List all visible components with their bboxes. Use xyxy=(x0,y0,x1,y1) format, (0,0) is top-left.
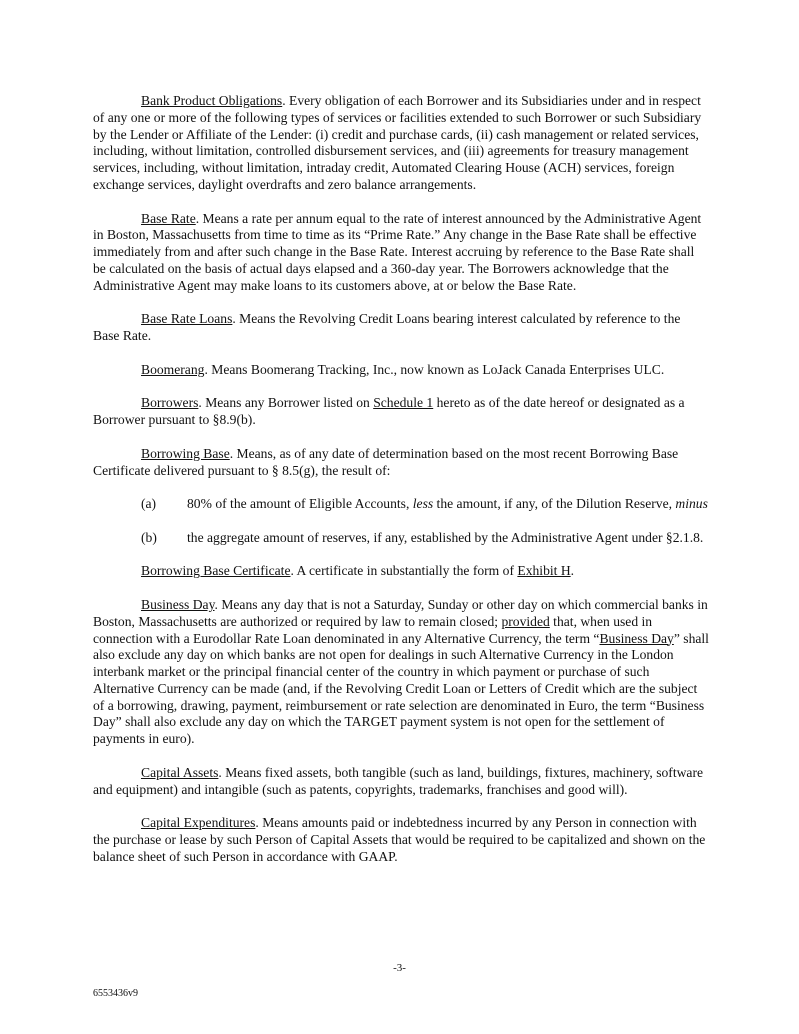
item-text: 80% of the amount of Eligible Accounts, xyxy=(187,496,413,512)
schedule-reference: Schedule 1 xyxy=(373,395,434,411)
provided-term: provided xyxy=(501,613,550,629)
definition-text: . A certificate in substantially the form of xyxy=(290,563,518,579)
defined-term: Boomerang xyxy=(141,361,205,377)
definitions-body xyxy=(93,93,710,882)
item-label: (b) xyxy=(141,529,157,545)
definition-text: . Means a rate per annum equal to the rate of interest announced by the Administrative Agent in Boston, Massachusetts from time to time as its “Prime Rate.” Any change in the Base Rate shall be effective immediately from and after such change in the Base Rate. Interest accruing by reference to the Base Rate shall be calculated on the basis of actual days elapsed and a 360-day year. The Borrowers acknowledge that the Administrative Agent may make loans to its customers above, at or below the Base Rate. xyxy=(93,210,702,293)
definition-capital-assets xyxy=(93,765,710,799)
defined-term: Borrowing Base xyxy=(141,445,230,461)
defined-term: Base Rate Loans xyxy=(141,311,233,327)
item-less: less xyxy=(412,496,434,512)
definition-business-day xyxy=(93,597,710,748)
defined-term: Business Day xyxy=(141,596,215,612)
defined-term: Bank Product Obligations xyxy=(141,93,283,108)
defined-term: Borrowing Base Certificate xyxy=(141,563,291,579)
defined-term-inline: Business Day xyxy=(599,630,674,646)
document-id: 6553436v9 xyxy=(93,988,138,999)
definition-boomerang xyxy=(93,362,710,379)
item-minus: minus xyxy=(675,496,708,512)
definition-text: ” shall also exclude any day on which banks are not open for dealings in such Alternative Currency in the London interbank market or the principal financial center of the country in which payment or purchase of such Alternative Currency can be made (and, if the Revolving Credit Loan or Letters of Credit which are the subject of a borrowing, drawing, payment, reimbursement or rate selection are denominated in Euro, the term “Business Day” shall also exclude any day on which the TARGET payment system is not open for the settlement of payments in euro). xyxy=(93,630,709,747)
exhibit-reference: Exhibit H xyxy=(517,563,571,579)
defined-term: Capital Assets xyxy=(141,764,219,780)
definition-text: . Means Boomerang Tracking, Inc., now known as LoJack Canada Enterprises ULC. xyxy=(204,361,665,377)
definition-text: . Means amounts paid or indebtedness incurred by any Person in connection with the purchase or lease by such Person of Capital Assets that would be required to be capitalized and shown on the balance sheet of such Person in accordance with GAAP. xyxy=(93,815,706,864)
definition-base-rate-loans xyxy=(93,311,710,345)
defined-term: Base Rate xyxy=(141,210,196,226)
definition-text: . Means any Borrower listed on xyxy=(198,395,374,411)
definition-base-rate xyxy=(93,211,710,295)
definition-text: . Means fixed assets, both tangible (such as land, buildings, fixtures, machinery, software and equipment) and intangible (such as patents, copyrights, trademarks, franchises and good will). xyxy=(93,764,704,797)
definition-text: . Means any day that is not a Saturday, Sunday or other day on which commercial banks in Boston, Massachusetts are authorized or required by law to remain closed; xyxy=(93,596,708,629)
item-label: (a) xyxy=(141,496,157,512)
definition-text: . Means, as of any date of determination based on the most recent Borrowing Base Certificate delivered pursuant to § 8.5(g), the result of: xyxy=(93,445,679,478)
borrowing-base-item-b xyxy=(93,530,710,547)
defined-term: Capital Expenditures xyxy=(141,815,256,831)
definition-text: . Means the Revolving Credit Loans bearing interest calculated by reference to the Base Rate. xyxy=(93,311,681,344)
item-text: the amount, if any, of the Dilution Reserve, xyxy=(433,496,676,512)
definition-bank-product-obligations xyxy=(93,93,710,194)
defined-term: Borrowers xyxy=(141,395,199,411)
definition-borrowers xyxy=(93,395,710,429)
borrowing-base-item-a xyxy=(93,496,710,513)
definition-borrowing-base-certificate xyxy=(93,563,710,580)
definition-borrowing-base xyxy=(93,446,710,480)
page-number: -3- xyxy=(393,962,406,974)
item-text: the aggregate amount of reserves, if any, established by the Administrative Agent under §2.1.8. xyxy=(187,529,704,545)
definition-text: . xyxy=(570,563,575,579)
definition-capital-expenditures xyxy=(93,815,710,865)
definition-text: hereto as of the date hereof or designated as a Borrower pursuant to §8.9(b). xyxy=(93,395,685,428)
definition-text: . Every obligation of each Borrower and its Subsidiaries under and in respect of any one or more of the following types of services or facilities extended to such Borrower or such Subsidiary by the Lender or Affiliate of the Lender: (i) credit and purchase cards, (ii) cash management or related services, including, without limitation, controlled disbursement services, and (iii) agreements for treasury management services, including, without limitation, intraday credit, Automated Clearing House (ACH) services, foreign exchange services, daylight overdrafts and zero balance arrangements. xyxy=(93,93,702,192)
definition-text: that, when used in connection with a Eurodollar Rate Loan denominated in any Alternative Currency, the term “ xyxy=(93,613,653,646)
